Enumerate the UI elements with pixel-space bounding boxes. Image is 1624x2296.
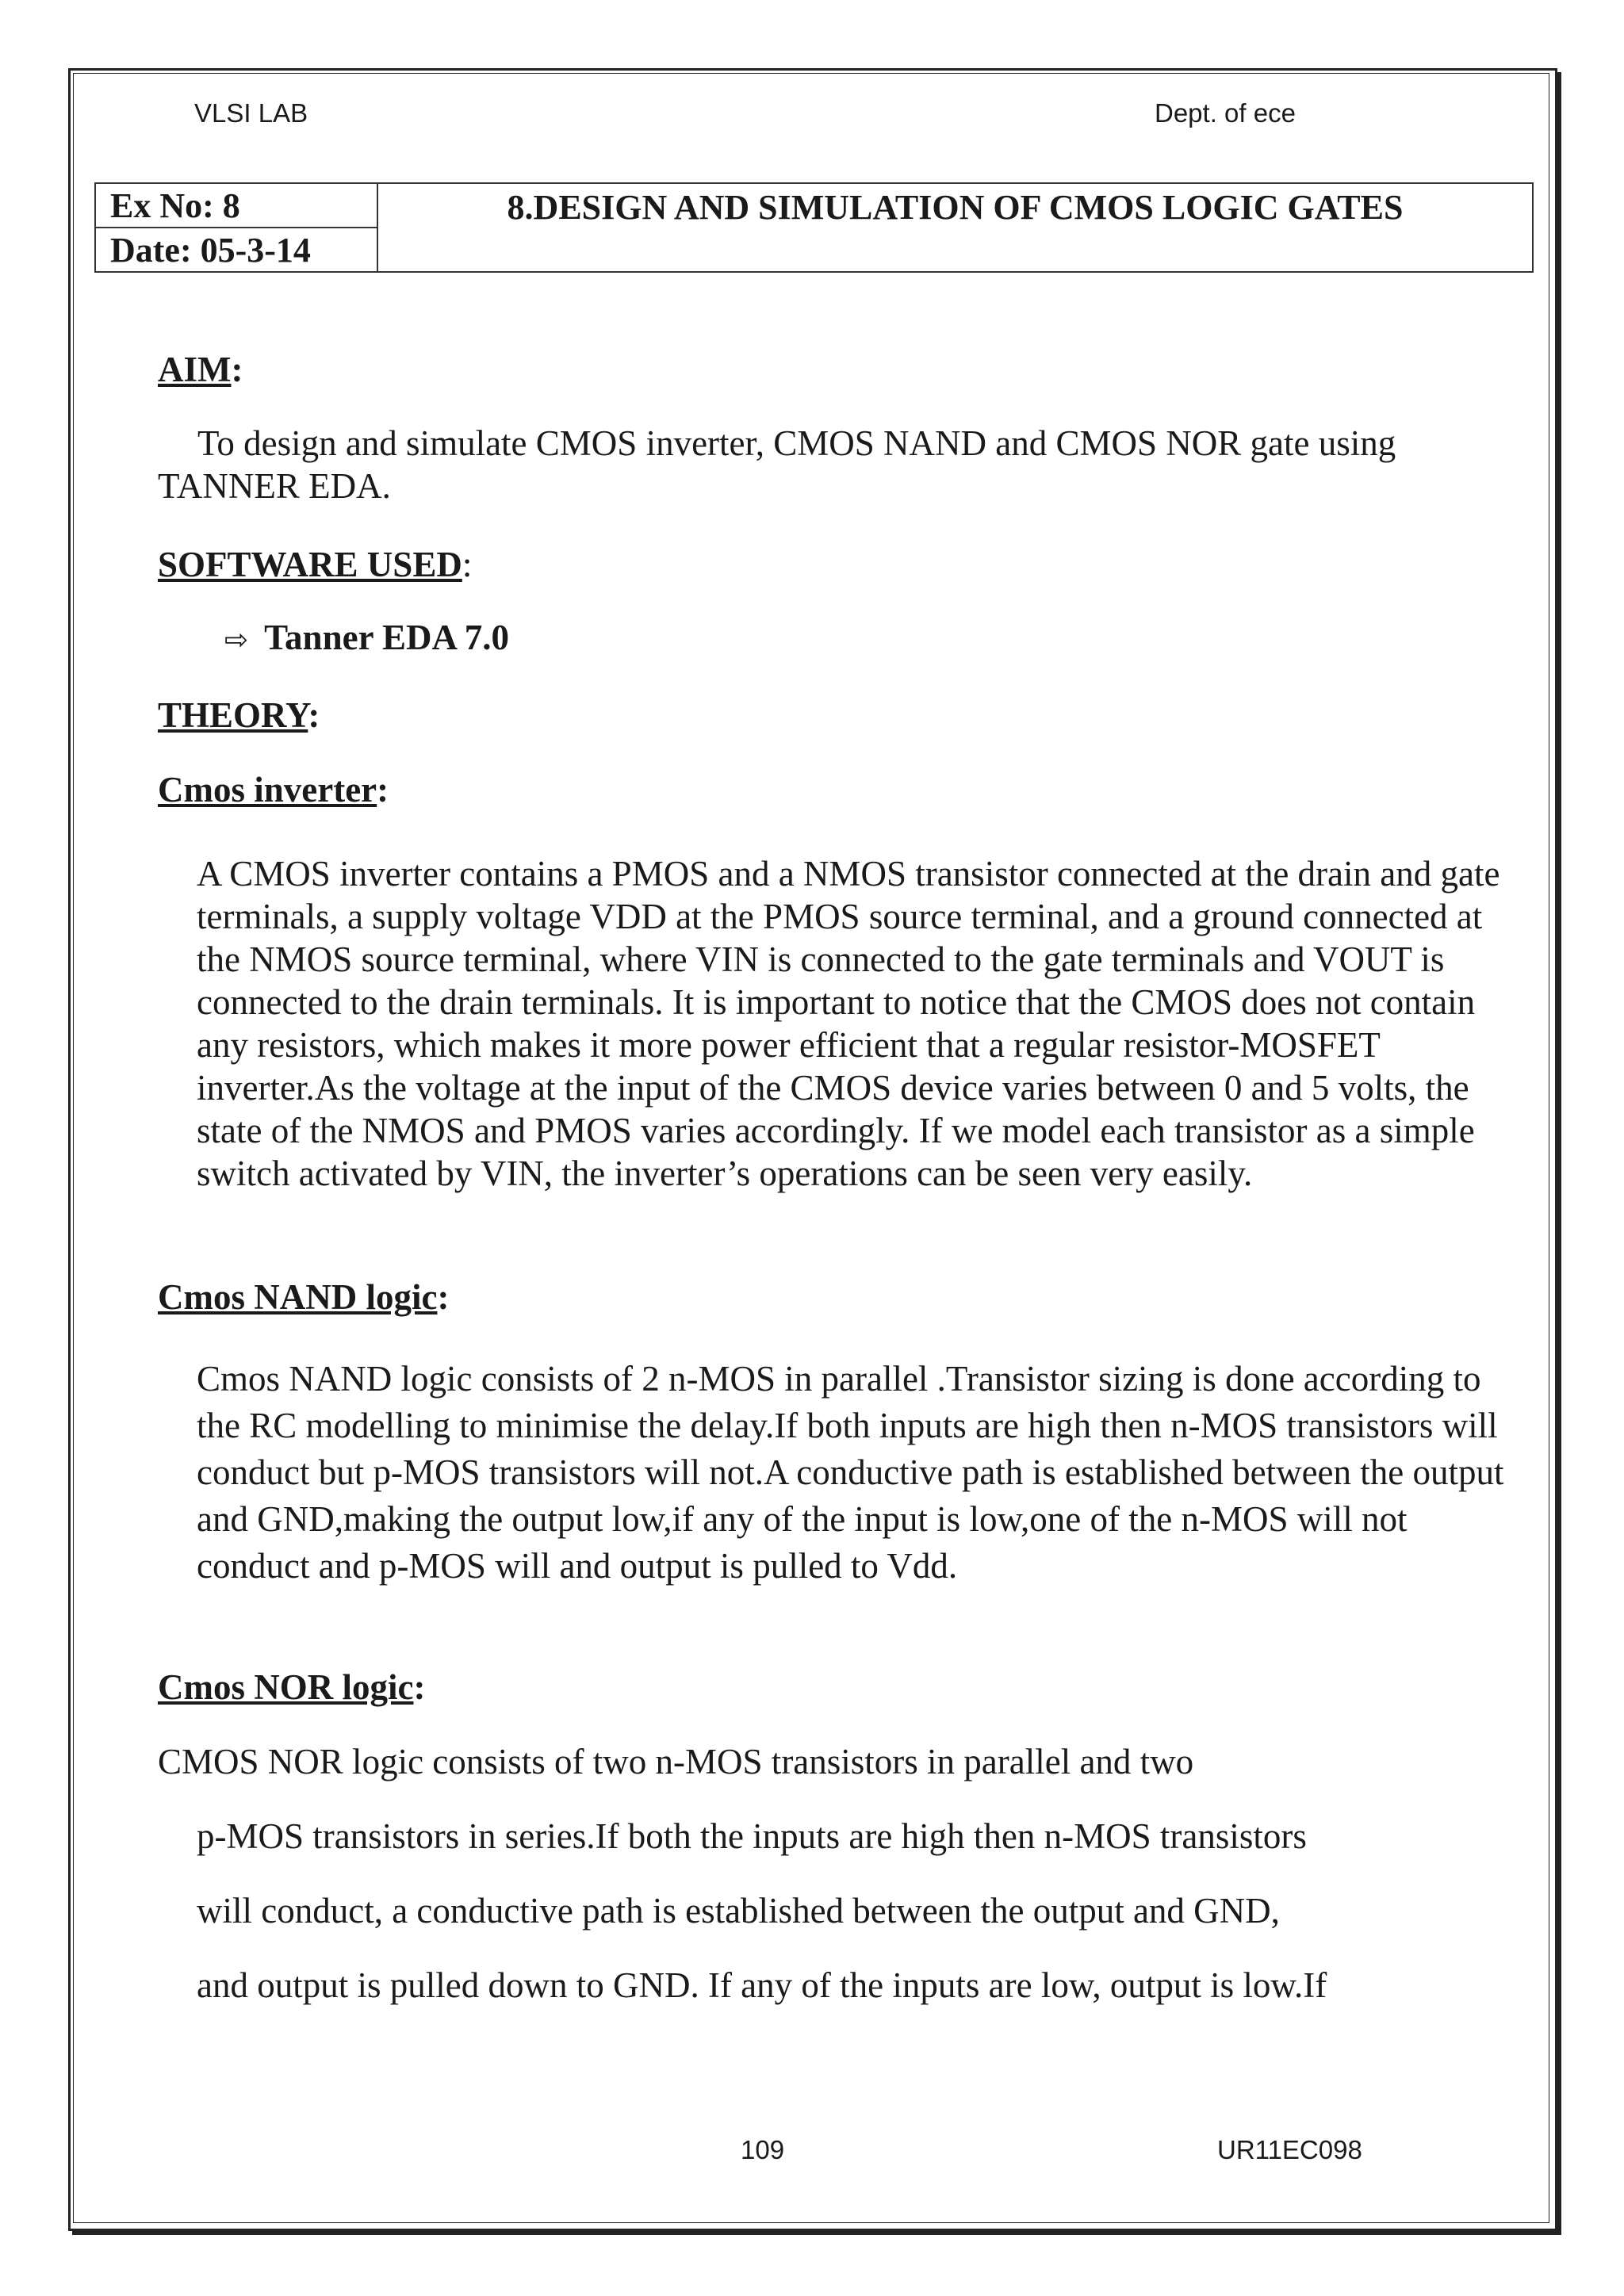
nor-text-line: will conduct, a conductive path is established between the output and GND, (197, 1891, 1280, 1931)
software-item: ⇨ Tanner EDA 7.0 (224, 618, 510, 657)
aim-heading: AIM: (158, 350, 243, 389)
ex-no-cell: Ex No: 8 (95, 183, 377, 228)
nand-heading: Cmos NAND logic: (158, 1277, 450, 1317)
nor-heading: Cmos NOR logic: (158, 1667, 426, 1707)
header-department: Dept. of ece (1155, 98, 1296, 128)
experiment-info-table (94, 182, 1534, 273)
nand-text: Cmos NAND logic consists of 2 n-MOS in parallel .Transistor sizing is done according to the RC modelling to minimise the delay.If both inputs are high then n-MOS transistors will conduct but p-MOS transistors will not.A conductive path is established between the output and GND,making the output low,if any of the input is low,one of the n-MOS will not conduct and p-MOS will and output is pulled to Vdd. (197, 1359, 1504, 1586)
nor-text-line: and output is pulled down to GND. If any of the inputs are low, output is low.If (197, 1965, 1327, 2005)
nor-text-line: CMOS NOR logic consists of two n-MOS transistors in parallel and two (158, 1742, 1194, 1781)
theory-heading: THEORY: (158, 695, 320, 735)
arrow-right-icon: ⇨ (224, 624, 249, 656)
header-lab-name: VLSI LAB (194, 98, 308, 128)
nor-text-line: p-MOS transistors in series.If both the inputs are high then n-MOS transistors (197, 1816, 1307, 1856)
inverter-text: A CMOS inverter contains a PMOS and a NMOS transistor connected at the drain and gate terminals, a supply voltage VDD at the PMOS source terminal, and a ground connected at the NMOS source terminal, where VIN is connected to the gate terminals and VOUT is connected to the drain terminals. It is important to notice that the CMOS does not contain any resistors, which makes it more power efficient that a regular resistor-MOSFET inverter.As the voltage at the input of the CMOS device varies between 0 and 5 volts, the state of the NMOS and PMOS varies accordingly. If we model each transistor as a simple switch activated by VIN, the inverter’s operations can be seen very easily. (197, 854, 1500, 1193)
experiment-title: 8.DESIGN AND SIMULATION OF CMOS LOGIC GATES (377, 183, 1533, 272)
software-heading: SOFTWARE USED: (158, 545, 473, 584)
page-number: 109 (741, 2135, 785, 2164)
aim-text: To design and simulate CMOS inverter, CMOS NAND and CMOS NOR gate using TANNER EDA. (158, 423, 1396, 506)
student-id: UR11EC098 (1217, 2135, 1362, 2164)
inverter-heading: Cmos inverter: (158, 770, 389, 809)
date-cell: Date: 05-3-14 (95, 228, 377, 272)
